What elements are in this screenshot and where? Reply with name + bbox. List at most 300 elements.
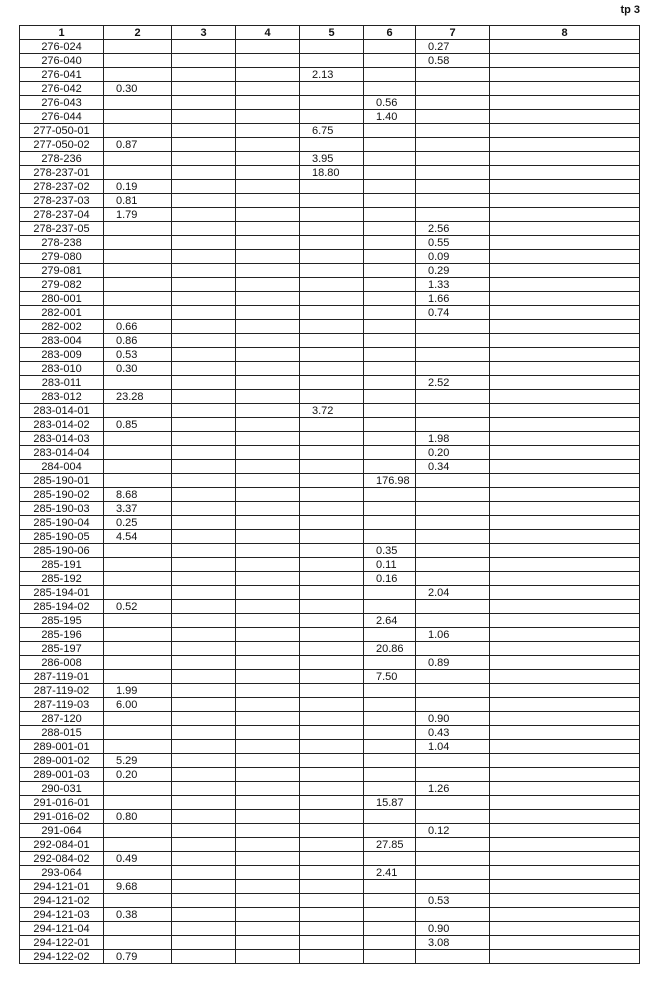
table-cell [104,40,172,54]
table-cell [104,544,172,558]
row-code-cell: 278-236 [20,152,104,166]
table-cell [104,782,172,796]
table-row [20,124,640,138]
table-cell [416,698,490,712]
table-cell: 0.38 [104,908,172,922]
table-cell [172,432,236,446]
table-row [20,432,640,446]
table-row [20,110,640,124]
table-cell: 15.87 [364,796,416,810]
table-cell [104,278,172,292]
table-cell [172,740,236,754]
table-cell [236,278,300,292]
table-row [20,740,640,754]
table-cell: 1.06 [416,628,490,642]
table-cell [300,96,364,110]
table-cell [490,460,640,474]
table-row [20,544,640,558]
row-code-cell: 285-190-06 [20,544,104,558]
row-code-cell: 283-014-03 [20,432,104,446]
table-cell [172,418,236,432]
column-header-1: 1 [20,26,104,40]
table-row [20,530,640,544]
table-cell [300,810,364,824]
table-cell: 0.52 [104,600,172,614]
table-cell [364,754,416,768]
table-cell [172,922,236,936]
table-cell [104,712,172,726]
table-cell [236,698,300,712]
table-cell [364,152,416,166]
table-cell [172,894,236,908]
table-cell [236,432,300,446]
table-cell [104,656,172,670]
table-cell [490,726,640,740]
table-cell [236,740,300,754]
table-cell: 9.68 [104,880,172,894]
table-cell: 0.90 [416,712,490,726]
table-cell [172,936,236,950]
table-cell [300,922,364,936]
table-cell: 0.85 [104,418,172,432]
row-code-cell: 283-014-01 [20,404,104,418]
table-cell [236,124,300,138]
table-cell [300,334,364,348]
table-cell: 0.89 [416,656,490,670]
table-cell [364,516,416,530]
table-cell [364,54,416,68]
table-cell [300,852,364,866]
table-row [20,264,640,278]
table-cell [172,222,236,236]
table-cell [300,698,364,712]
table-cell [364,180,416,194]
table-cell [490,222,640,236]
table-cell [364,446,416,460]
table-cell: 1.79 [104,208,172,222]
table-cell [236,362,300,376]
table-cell [172,656,236,670]
table-cell [104,558,172,572]
table-cell [104,838,172,852]
table-cell [490,544,640,558]
table-cell: 0.30 [104,82,172,96]
row-code-cell: 279-080 [20,250,104,264]
table-cell [104,474,172,488]
table-cell [172,516,236,530]
table-cell: 0.25 [104,516,172,530]
table-cell: 0.74 [416,306,490,320]
table-cell: 2.56 [416,222,490,236]
page-label: tp 3 [620,4,640,16]
table-cell [236,250,300,264]
table-row [20,670,640,684]
column-header-7: 7 [416,26,490,40]
table-cell [490,740,640,754]
table-cell [236,670,300,684]
table-cell [172,558,236,572]
table-cell [104,740,172,754]
table-cell [364,40,416,54]
table-cell [416,180,490,194]
table-row [20,502,640,516]
table-cell [490,166,640,180]
table-cell [416,558,490,572]
table-cell [364,222,416,236]
table-cell [104,222,172,236]
table-cell [300,110,364,124]
table-cell [104,796,172,810]
row-code-cell: 276-042 [20,82,104,96]
table-cell [364,922,416,936]
table-row [20,866,640,880]
table-cell [300,54,364,68]
table-cell [490,376,640,390]
table-cell [490,110,640,124]
table-row [20,698,640,712]
table-cell [104,110,172,124]
table-row [20,558,640,572]
table-cell [104,586,172,600]
table-cell [364,950,416,964]
table-cell [364,586,416,600]
row-code-cell: 294-121-01 [20,880,104,894]
table-row [20,348,640,362]
table-cell [364,306,416,320]
table-cell [172,320,236,334]
table-cell [300,348,364,362]
row-code-cell: 278-237-02 [20,180,104,194]
table-cell [364,348,416,362]
table-cell [300,544,364,558]
table-cell [490,838,640,852]
row-code-cell: 283-012 [20,390,104,404]
table-cell: 8.68 [104,488,172,502]
table-cell [300,936,364,950]
table-cell [236,390,300,404]
table-cell [416,614,490,628]
table-cell: 0.49 [104,852,172,866]
table-cell [236,474,300,488]
table-cell [300,376,364,390]
table-cell [490,922,640,936]
table-cell [490,180,640,194]
table-cell: 0.79 [104,950,172,964]
table-cell [300,278,364,292]
table-row [20,334,640,348]
column-header-6: 6 [364,26,416,40]
table-cell [236,782,300,796]
table-cell [172,460,236,474]
table-cell [172,40,236,54]
table-cell [236,502,300,516]
table-cell [172,642,236,656]
table-cell [236,292,300,306]
row-code-cell: 287-119-01 [20,670,104,684]
table-row [20,768,640,782]
table-cell [300,390,364,404]
table-cell [172,544,236,558]
row-code-cell: 288-015 [20,726,104,740]
table-row [20,390,640,404]
table-cell [416,474,490,488]
table-row [20,54,640,68]
table-cell [236,348,300,362]
table-cell [172,180,236,194]
table-cell [364,404,416,418]
table-cell [416,194,490,208]
table-cell: 4.54 [104,530,172,544]
table-row [20,236,640,250]
table-cell [490,474,640,488]
table-cell [104,54,172,68]
table-cell [236,908,300,922]
table-row [20,446,640,460]
data-table [19,25,640,964]
table-cell [490,320,640,334]
row-code-cell: 278-237-05 [20,222,104,236]
table-row [20,810,640,824]
row-code-cell: 287-119-02 [20,684,104,698]
table-row [20,782,640,796]
table-cell [416,488,490,502]
table-cell [172,264,236,278]
table-cell [490,208,640,222]
table-cell [416,390,490,404]
table-cell [300,306,364,320]
table-cell [104,614,172,628]
row-code-cell: 278-237-04 [20,208,104,222]
table-cell [236,922,300,936]
table-cell [236,530,300,544]
table-cell: 2.04 [416,586,490,600]
table-cell: 0.20 [104,768,172,782]
table-cell [416,82,490,96]
column-header-2: 2 [104,26,172,40]
row-code-cell: 276-044 [20,110,104,124]
table-cell [364,712,416,726]
table-cell [416,852,490,866]
table-row [20,852,640,866]
table-cell [490,488,640,502]
table-cell [364,264,416,278]
row-code-cell: 278-238 [20,236,104,250]
table-cell [236,572,300,586]
table-cell [490,670,640,684]
table-cell [416,124,490,138]
row-code-cell: 285-190-03 [20,502,104,516]
table-cell [172,54,236,68]
table-cell [300,908,364,922]
table-row [20,922,640,936]
table-row [20,894,640,908]
table-cell: 1.40 [364,110,416,124]
table-cell [104,236,172,250]
table-cell [172,292,236,306]
table-cell: 0.90 [416,922,490,936]
table-cell [236,166,300,180]
table-row [20,320,640,334]
table-cell [490,894,640,908]
table-cell: 7.50 [364,670,416,684]
row-code-cell: 282-002 [20,320,104,334]
table-cell [300,880,364,894]
table-cell [416,796,490,810]
table-cell [364,628,416,642]
row-code-cell: 285-190-01 [20,474,104,488]
table-cell [172,810,236,824]
table-cell [236,96,300,110]
row-code-cell: 294-122-02 [20,950,104,964]
table-cell [236,334,300,348]
table-cell [490,614,640,628]
table-cell: 27.85 [364,838,416,852]
table-cell [416,68,490,82]
table-cell [172,488,236,502]
row-code-cell: 279-082 [20,278,104,292]
table-cell [490,278,640,292]
table-cell [490,586,640,600]
table-cell [300,782,364,796]
table-cell [490,950,640,964]
table-cell [300,292,364,306]
column-header-3: 3 [172,26,236,40]
table-cell [416,516,490,530]
table-cell [236,488,300,502]
table-cell [172,572,236,586]
table-cell [172,334,236,348]
table-cell [172,166,236,180]
table-cell [236,376,300,390]
row-code-cell: 285-194-01 [20,586,104,600]
table-row [20,754,640,768]
row-code-cell: 292-084-01 [20,838,104,852]
table-cell [490,810,640,824]
row-code-cell: 291-016-02 [20,810,104,824]
table-cell [300,446,364,460]
table-cell [300,670,364,684]
table-cell [300,726,364,740]
table-cell [364,530,416,544]
table-cell [364,908,416,922]
table-cell: 3.37 [104,502,172,516]
table-cell [300,320,364,334]
table-cell [364,460,416,474]
row-code-cell: 287-120 [20,712,104,726]
table-cell [172,880,236,894]
table-cell [490,418,640,432]
table-cell [490,852,640,866]
table-cell [490,404,640,418]
table-cell [300,600,364,614]
table-cell: 1.66 [416,292,490,306]
row-code-cell: 290-031 [20,782,104,796]
table-cell: 23.28 [104,390,172,404]
table-cell [490,754,640,768]
table-row [20,292,640,306]
table-cell [364,810,416,824]
table-cell [104,376,172,390]
table-row [20,684,640,698]
table-cell [104,670,172,684]
table-cell: 0.87 [104,138,172,152]
table-cell [490,432,640,446]
table-cell [172,236,236,250]
table-row [20,796,640,810]
table-cell [490,362,640,376]
table-cell [172,796,236,810]
table-cell: 20.86 [364,642,416,656]
table-cell [490,292,640,306]
table-cell: 0.53 [104,348,172,362]
table-cell [300,180,364,194]
table-cell [490,768,640,782]
table-cell [300,516,364,530]
table-cell [236,726,300,740]
table-cell [236,236,300,250]
table-cell [416,544,490,558]
table-cell [490,502,640,516]
table-cell [172,726,236,740]
table-cell [172,838,236,852]
table-cell [300,572,364,586]
table-row [20,278,640,292]
table-cell: 1.98 [416,432,490,446]
table-cell [104,166,172,180]
table-cell [300,222,364,236]
table-cell [236,180,300,194]
table-cell [364,166,416,180]
table-cell [172,446,236,460]
row-code-cell: 292-084-02 [20,852,104,866]
table-cell [236,684,300,698]
table-row [20,404,640,418]
table-cell [300,866,364,880]
table-cell [236,894,300,908]
table-row [20,418,640,432]
table-cell: 0.34 [416,460,490,474]
table-cell [300,264,364,278]
table-cell: 0.35 [364,544,416,558]
table-cell [490,348,640,362]
table-cell [364,362,416,376]
table-cell [416,768,490,782]
table-cell [416,838,490,852]
row-code-cell: 294-121-03 [20,908,104,922]
table-cell [490,82,640,96]
table-cell [490,96,640,110]
table-cell: 6.75 [300,124,364,138]
table-cell [300,250,364,264]
table-row [20,166,640,180]
table-cell [300,796,364,810]
row-code-cell: 278-237-01 [20,166,104,180]
table-cell [490,390,640,404]
table-cell [490,698,640,712]
table-cell [364,600,416,614]
column-header-8: 8 [490,26,640,40]
row-code-cell: 285-190-04 [20,516,104,530]
table-cell [104,264,172,278]
table-cell [172,698,236,712]
table-cell [172,82,236,96]
table-cell [300,488,364,502]
table-cell [364,376,416,390]
table-cell [236,208,300,222]
table-cell [416,334,490,348]
table-cell [364,250,416,264]
table-cell [490,824,640,838]
